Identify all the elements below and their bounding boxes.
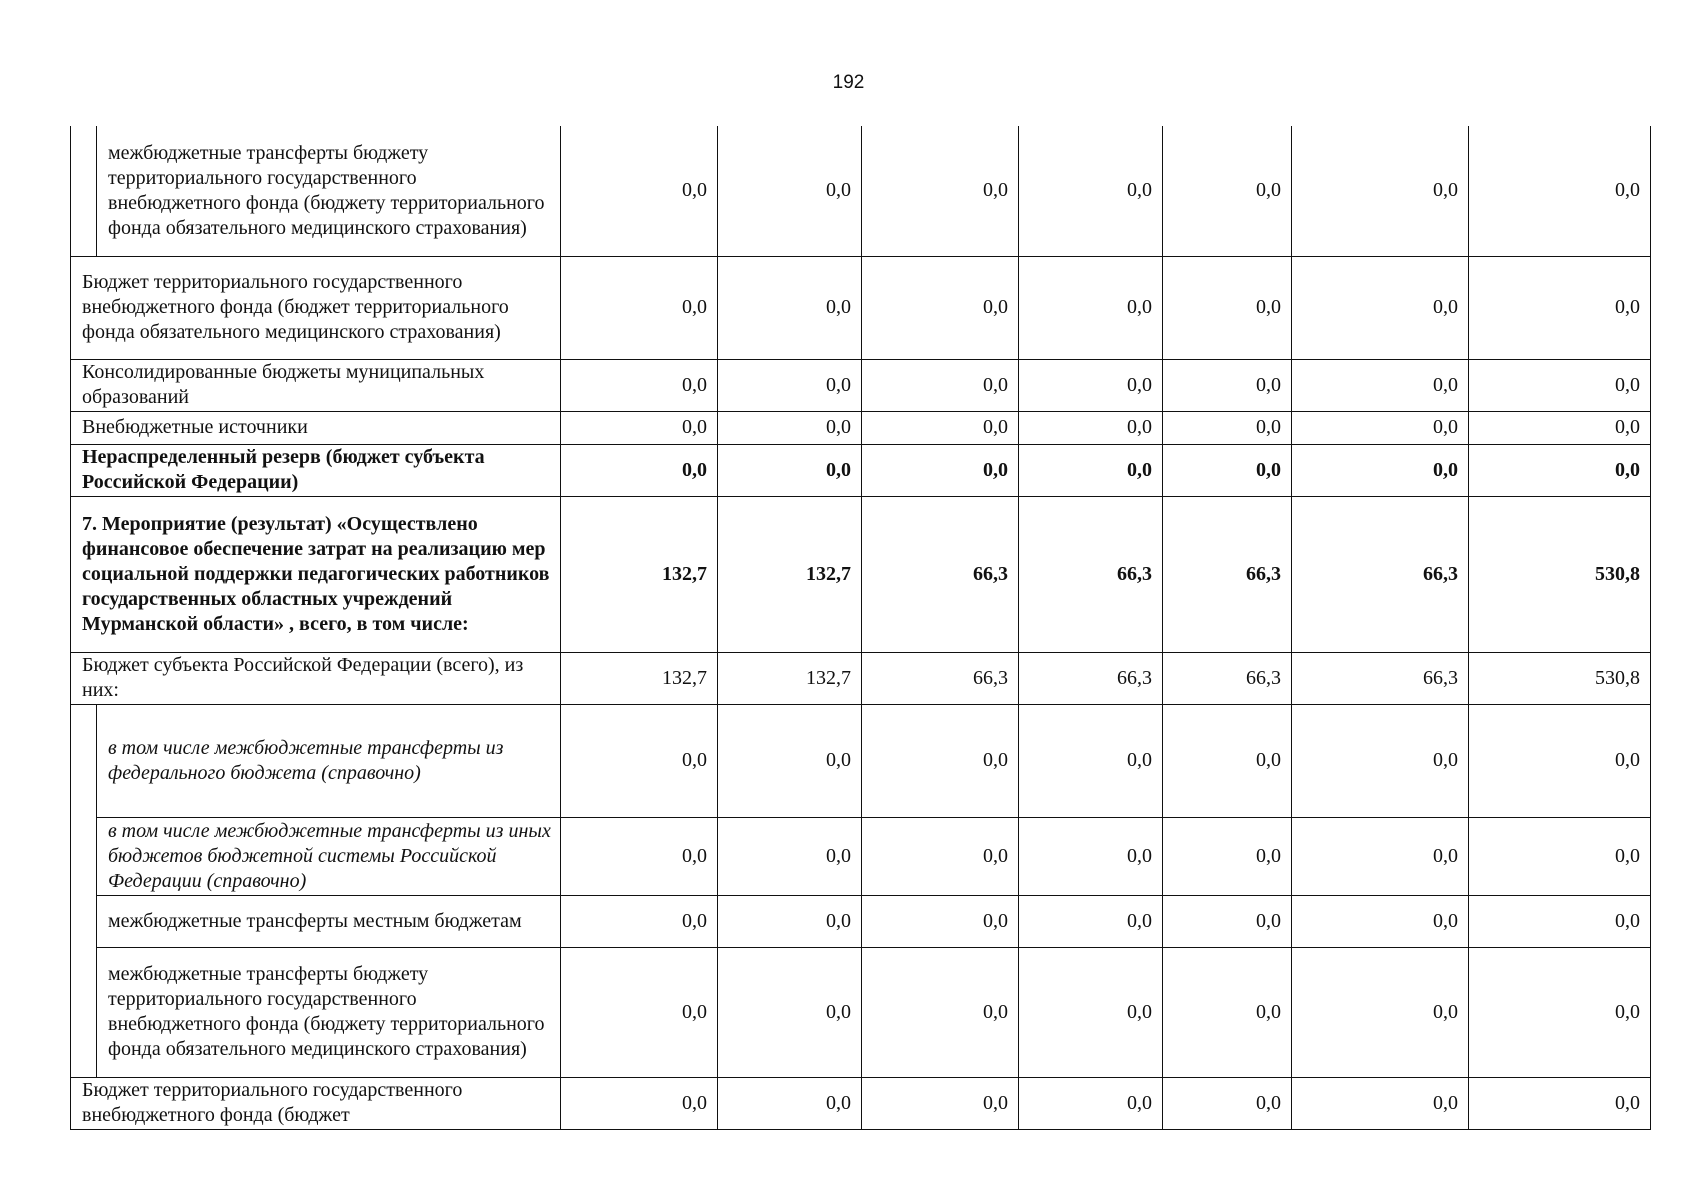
indent-cell [71,895,97,947]
value-cell: 0,0 [1292,126,1469,256]
value-cell: 0,0 [1163,359,1292,411]
value-cell: 132,7 [561,652,718,704]
value-cell: 0,0 [718,1077,862,1129]
table-row [71,444,1651,496]
value-cell: 0,0 [1292,411,1469,444]
value-cell: 0,0 [718,411,862,444]
value-cell: 0,0 [862,817,1019,895]
value-cell: 0,0 [561,444,718,496]
row-label: межбюджетные трансферты местным бюджетам [97,895,561,947]
row-label: Бюджет территориального государственного внебюджетного фонда (бюджет территориального фонда обязательного медицинского страхования) [71,256,561,359]
table-row [71,126,1651,256]
value-cell: 0,0 [1469,704,1651,817]
value-cell: 0,0 [718,444,862,496]
value-cell: 0,0 [1292,895,1469,947]
value-cell: 0,0 [1163,947,1292,1077]
value-cell: 0,0 [561,359,718,411]
value-cell: 0,0 [1019,126,1163,256]
value-cell: 66,3 [862,652,1019,704]
table-row [71,817,1651,895]
value-cell: 0,0 [718,359,862,411]
value-cell: 0,0 [862,411,1019,444]
table-row [71,704,1651,817]
value-cell: 0,0 [1292,444,1469,496]
indent-cell [71,947,97,1077]
row-label: Нераспределенный резерв (бюджет субъекта Российской Федерации) [71,444,561,496]
table-row [71,256,1651,359]
value-cell: 0,0 [862,1077,1019,1129]
value-cell: 0,0 [718,126,862,256]
value-cell: 0,0 [1469,817,1651,895]
value-cell: 66,3 [862,496,1019,652]
table-row [71,652,1651,704]
value-cell: 66,3 [1292,652,1469,704]
value-cell: 66,3 [1163,496,1292,652]
value-cell: 0,0 [1019,817,1163,895]
row-label: Бюджет территориального государственного внебюджетного фонда (бюджет [71,1077,561,1129]
page-number: 192 [832,72,865,93]
value-cell: 0,0 [1019,1077,1163,1129]
value-cell: 0,0 [561,126,718,256]
value-cell: 0,0 [1469,895,1651,947]
table-row [71,411,1651,444]
value-cell: 0,0 [561,947,718,1077]
value-cell: 0,0 [1019,704,1163,817]
value-cell: 0,0 [718,895,862,947]
value-cell: 0,0 [1019,947,1163,1077]
value-cell: 0,0 [1163,1077,1292,1129]
value-cell: 0,0 [561,256,718,359]
value-cell: 530,8 [1469,652,1651,704]
value-cell: 0,0 [862,947,1019,1077]
value-cell: 0,0 [1292,256,1469,359]
row-label: в том числе межбюджетные трансферты из федерального бюджета (справочно) [97,704,561,817]
value-cell: 0,0 [862,126,1019,256]
value-cell: 0,0 [1469,1077,1651,1129]
value-cell: 0,0 [862,895,1019,947]
value-cell: 0,0 [1019,444,1163,496]
value-cell: 0,0 [862,704,1019,817]
value-cell: 0,0 [1292,1077,1469,1129]
value-cell: 0,0 [1019,359,1163,411]
indent-cell [71,126,97,256]
value-cell: 0,0 [1469,359,1651,411]
value-cell: 0,0 [1469,126,1651,256]
value-cell: 0,0 [1469,947,1651,1077]
value-cell: 0,0 [718,704,862,817]
value-cell: 0,0 [1019,411,1163,444]
value-cell: 132,7 [718,652,862,704]
table-row [71,895,1651,947]
value-cell: 0,0 [862,256,1019,359]
value-cell: 0,0 [561,1077,718,1129]
value-cell: 0,0 [862,444,1019,496]
row-label: межбюджетные трансферты бюджету территориального государственного внебюджетного фонда (бюджету территориального фонда обязательного медицинского страхования) [97,947,561,1077]
value-cell: 0,0 [1292,359,1469,411]
value-cell: 0,0 [1163,444,1292,496]
row-label: Бюджет субъекта Российской Федерации (всего), из них: [71,652,561,704]
value-cell: 0,0 [1292,704,1469,817]
value-cell: 0,0 [1469,411,1651,444]
value-cell: 0,0 [1163,256,1292,359]
value-cell: 66,3 [1163,652,1292,704]
row-label: в том числе межбюджетные трансферты из иных бюджетов бюджетной системы Российской Федерации (справочно) [97,817,561,895]
value-cell: 0,0 [1469,444,1651,496]
value-cell: 0,0 [1163,411,1292,444]
value-cell: 0,0 [1019,895,1163,947]
value-cell: 0,0 [718,947,862,1077]
value-cell: 66,3 [1292,496,1469,652]
table-row [71,496,1651,652]
budget-table [70,126,1651,1130]
value-cell: 0,0 [1292,817,1469,895]
value-cell: 0,0 [561,817,718,895]
row-label: Консолидированные бюджеты муниципальных образований [71,359,561,411]
value-cell: 530,8 [1469,496,1651,652]
value-cell: 132,7 [718,496,862,652]
value-cell: 0,0 [561,895,718,947]
value-cell: 132,7 [561,496,718,652]
table-row [71,947,1651,1077]
indent-cell [71,704,97,817]
row-label: 7. Мероприятие (результат) «Осуществлено финансовое обеспечение затрат на реализацию мер социальной поддержки педагогических работников государственных областных учреждений Мурманской области» , всего, в том числе: [71,496,561,652]
value-cell: 0,0 [862,359,1019,411]
row-label: Внебюджетные источники [71,411,561,444]
table-row [71,359,1651,411]
value-cell: 66,3 [1019,496,1163,652]
value-cell: 0,0 [718,817,862,895]
value-cell: 0,0 [1019,256,1163,359]
value-cell: 0,0 [1163,817,1292,895]
table-row [71,1077,1651,1129]
value-cell: 0,0 [1469,256,1651,359]
value-cell: 0,0 [1163,126,1292,256]
value-cell: 0,0 [561,411,718,444]
value-cell: 0,0 [718,256,862,359]
value-cell: 0,0 [561,704,718,817]
value-cell: 0,0 [1163,704,1292,817]
indent-cell [71,817,97,895]
table-body [71,126,1651,1129]
value-cell: 0,0 [1163,895,1292,947]
value-cell: 0,0 [1292,947,1469,1077]
row-label: межбюджетные трансферты бюджету территориального государственного внебюджетного фонда (бюджету территориального фонда обязательного медицинского страхования) [97,126,561,256]
value-cell: 66,3 [1019,652,1163,704]
